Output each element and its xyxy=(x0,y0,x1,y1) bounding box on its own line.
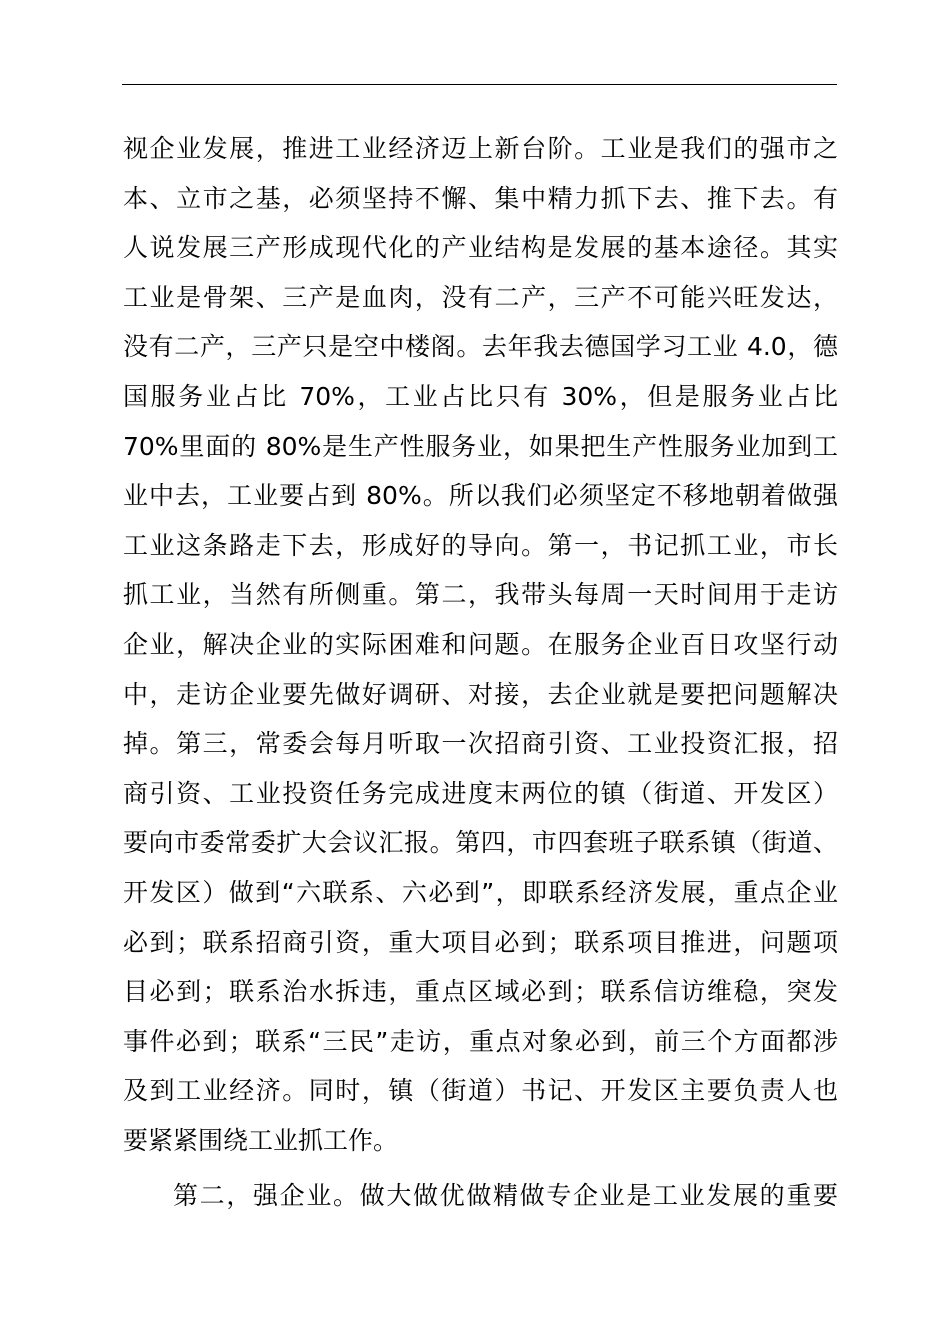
text-line: 必到；联系招商引资，重大项目必到；联系项目推进，问题项 xyxy=(123,927,838,957)
text-line: 工业是骨架、三产是血肉，没有二产，三产不可能兴旺发达， xyxy=(123,282,838,312)
text-line: 抓工业，当然有所侧重。第二，我带头每周一天时间用于走访 xyxy=(123,580,838,610)
text-line: 要紧紧围绕工业抓工作。 xyxy=(123,1125,399,1155)
text-line: 目必到；联系治水拆违，重点区域必到；联系信访维稳，突发 xyxy=(123,977,838,1007)
text-line: 70%里面的 80%是生产性服务业，如果把生产性服务业加到工 xyxy=(123,431,838,461)
paragraph-2 xyxy=(123,1171,838,1221)
text-line: 商引资、工业投资任务完成进度末两位的镇（街道、开发区） xyxy=(123,778,838,808)
text-line: 工业这条路走下去，形成好的导向。第一，书记抓工业，市长 xyxy=(123,530,838,560)
text-line: 掉。第三，常委会每月听取一次招商引资、工业投资汇报，招 xyxy=(123,729,838,759)
header-rule xyxy=(122,84,837,85)
text-line: 国服务业占比 70%，工业占比只有 30%，但是服务业占比 xyxy=(123,381,838,411)
document-body xyxy=(123,124,838,1221)
text-line: 视企业发展，推进工业经济迈上新台阶。工业是我们的强市之 xyxy=(123,134,838,163)
text-line: 中，走访企业要先做好调研、对接，去企业就是要把问题解决 xyxy=(123,679,838,709)
text-line: 及到工业经济。同时，镇（街道）书记、开发区主要负责人也 xyxy=(123,1076,838,1106)
text-line: 本、立市之基，必须坚持不懈、集中精力抓下去、推下去。有 xyxy=(123,183,838,213)
text-line: 业中去，工业要占到 80%。所以我们必须坚定不移地朝着做强 xyxy=(123,481,838,511)
text-line: 要向市委常委扩大会议汇报。第四，市四套班子联系镇（街道、 xyxy=(123,828,838,858)
text-line: 开发区）做到“六联系、六必到”，即联系经济发展，重点企业 xyxy=(123,877,838,907)
paragraph-1 xyxy=(123,124,838,1165)
text-line: 事件必到；联系“三民”走访，重点对象必到，前三个方面都涉 xyxy=(123,1026,838,1056)
text-line: 没有二产，三产只是空中楼阁。去年我去德国学习工业 4.0，德 xyxy=(123,332,838,362)
text-line: 人说发展三产形成现代化的产业结构是发展的基本途径。其实 xyxy=(123,233,838,263)
text-line: 企业，解决企业的实际困难和问题。在服务企业百日攻坚行动 xyxy=(123,629,838,659)
text-line: 第二，强企业。做大做优做精做专企业是工业发展的重要 xyxy=(173,1181,838,1211)
